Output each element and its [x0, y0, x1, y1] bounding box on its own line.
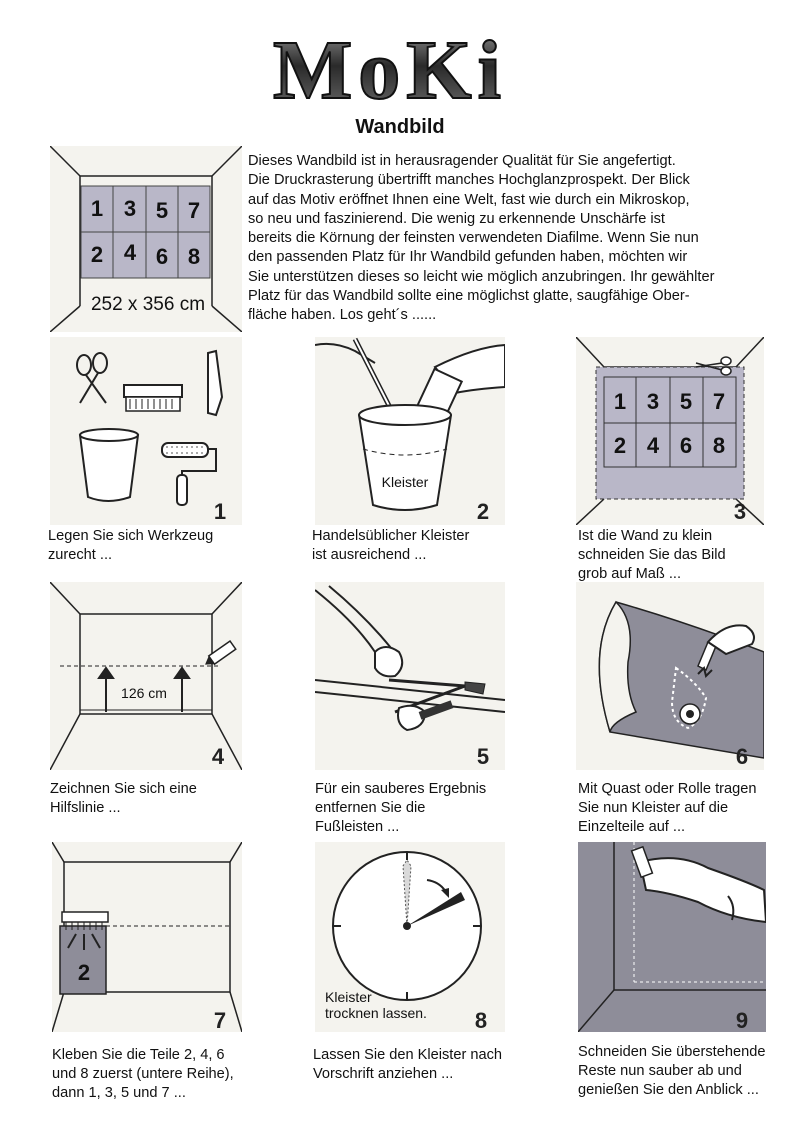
caption-line: Handelsüblicher Kleister — [312, 528, 470, 544]
tile-number: 1 — [613, 389, 627, 414]
tile-number: 6 — [679, 433, 693, 458]
intro-line: auf das Motiv eröffnet Ihnen eine Welt, fast wie durch ein Mikroskop, — [248, 191, 690, 208]
tile-number: 5 — [155, 198, 169, 223]
tile-number: 3 — [123, 196, 137, 221]
step-number: 1 — [213, 499, 227, 524]
step-6-caption — [578, 780, 793, 837]
caption-line: Reste nun sauber ab und — [578, 1063, 742, 1079]
intro-line: Platz für das Wandbild sollte eine möglichst glatte, saugfähige Ober- — [248, 288, 690, 305]
caption-line: Für ein sauberes Ergebnis — [315, 781, 487, 797]
tile-number: 1 — [90, 196, 104, 221]
caption-line: Einzelteile auf ... — [578, 819, 686, 835]
caption-line: und 8 zuerst (untere Reihe), — [52, 1066, 234, 1082]
roller-icon — [162, 443, 216, 505]
step-2-illustration — [315, 337, 505, 525]
step-1-caption — [48, 527, 278, 565]
caption-line: Schneiden Sie überstehende — [578, 1044, 766, 1060]
caption-line: ist ausreichend ... — [312, 547, 427, 563]
tile-number: 8 — [712, 433, 726, 458]
brush-icon — [62, 912, 108, 922]
caption-line: Zeichnen Sie sich eine — [50, 781, 197, 797]
caption-line: Hilfslinie ... — [50, 800, 121, 816]
step-9-caption — [578, 1043, 793, 1100]
intro-line: den passenden Platz für Ihr Wandbild gefunden haben, möchten wir — [248, 249, 688, 266]
tile-number: 2 — [613, 433, 627, 458]
intro-line: Dieses Wandbild ist in herausragender Qualität für Sie angefertigt. — [248, 153, 676, 169]
step-number: 3 — [733, 499, 747, 524]
logo-graphic — [220, 28, 560, 128]
caption-line: genießen Sie den Anblick ... — [578, 1082, 759, 1098]
logo-text: MoKi — [273, 28, 507, 117]
clock-label: trocknen lassen. — [325, 1005, 427, 1021]
step-number: 2 — [476, 499, 490, 524]
caption-line: Kleben Sie die Teile 2, 4, 6 — [52, 1047, 225, 1063]
step-7-caption — [52, 1046, 282, 1103]
step-3-caption — [578, 527, 793, 584]
tile-number: 6 — [155, 244, 169, 269]
step-9-illustration — [578, 842, 766, 1032]
caption-line: Legen Sie sich Werkzeug — [48, 528, 214, 544]
step-8-illustration — [315, 842, 505, 1032]
panel-number: 2 — [77, 960, 91, 985]
tile-number: 4 — [646, 433, 660, 458]
step-4-illustration — [50, 582, 242, 770]
step-5-caption — [315, 780, 545, 837]
intro-line: fläche haben. Los geht´s ...... — [248, 307, 437, 324]
tile-number: 5 — [679, 389, 693, 414]
tile-number: 2 — [90, 242, 104, 267]
intro-line: bereits die Körnung der feinsten verwendeten Diafilme. Wenn Sie nun — [248, 230, 699, 247]
tile-number: 7 — [712, 389, 726, 414]
step-3-illustration — [576, 337, 764, 525]
caption-line: Sie nun Kleister auf die — [578, 800, 729, 816]
tile-number: 7 — [187, 198, 201, 223]
step-2-caption — [312, 527, 542, 565]
caption-line: zurecht ... — [48, 547, 113, 563]
step-number: 8 — [474, 1008, 488, 1032]
paste-label: Kleister — [381, 474, 429, 490]
hammer-icon — [465, 682, 485, 694]
height-label: 126 cm — [121, 685, 167, 701]
tile-number: 8 — [187, 244, 201, 269]
tile-number: 4 — [123, 240, 137, 265]
caption-line: grob auf Maß ... — [578, 566, 682, 582]
caption-line: schneiden Sie das Bild — [578, 547, 726, 563]
scissors-icon — [77, 353, 107, 403]
tile-number: 3 — [646, 389, 660, 414]
caption-line: Lassen Sie den Kleister nach — [313, 1047, 503, 1063]
wall-dimensions: 252 x 356 cm — [90, 294, 206, 315]
step-number: 5 — [476, 744, 490, 769]
intro-line: Sie unterstützen dieses so leicht wie möglich anzubringen. Ihr gewählter — [248, 268, 715, 285]
hand-icon — [375, 647, 402, 676]
caption-line: entfernen Sie die — [315, 800, 426, 816]
step-7-illustration — [52, 842, 242, 1032]
step-1-illustration — [50, 337, 242, 525]
crowbar-icon — [389, 680, 465, 686]
step-number: 4 — [211, 744, 225, 769]
caption-line: Mit Quast oder Rolle tragen — [578, 781, 757, 797]
page-subtitle: Wandbild — [355, 116, 445, 138]
bucket-icon — [359, 415, 451, 510]
intro-paragraph — [248, 152, 768, 326]
step-5-illustration — [315, 582, 505, 770]
step-6-illustration — [576, 582, 764, 770]
clock-label: Kleister — [325, 989, 372, 1005]
intro-line: so neu und faszinierend. Die wenig zu erkennende Unschärfe ist — [248, 210, 665, 227]
brand-logo — [220, 28, 560, 128]
intro-line: Die Druckrasterung übertrifft manches Hochglanzprospekt. Der Blick — [248, 172, 690, 189]
caption-line: Vorschrift anziehen ... — [313, 1066, 454, 1082]
caption-line: Ist die Wand zu klein — [578, 528, 713, 544]
caption-line: dann 1, 3, 5 und 7 ... — [52, 1085, 186, 1101]
step-4-caption — [50, 780, 280, 818]
brush-icon — [124, 385, 182, 411]
step-number: 7 — [213, 1008, 227, 1032]
step-number: 9 — [735, 1008, 749, 1032]
step-8-caption — [313, 1046, 543, 1084]
step-number: 6 — [735, 744, 749, 769]
knife-icon — [208, 351, 222, 415]
intro-wall-illustration — [50, 146, 242, 332]
pencil-icon — [202, 641, 236, 669]
caption-line: Fußleisten ... — [315, 819, 400, 835]
